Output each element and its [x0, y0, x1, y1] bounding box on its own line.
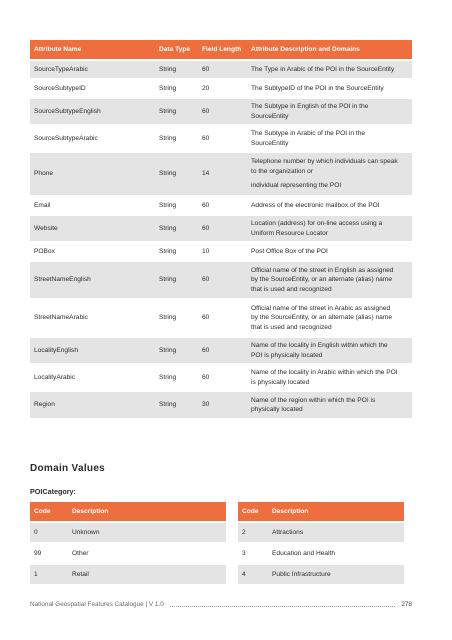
description-cell — [247, 215, 412, 242]
data-type-cell: String — [155, 98, 198, 125]
code-cell: 1 — [30, 564, 68, 584]
table-row — [30, 391, 412, 418]
header-attribute-name: Attribute Name — [30, 40, 155, 60]
description-line: by the SourceEntity, or an alternate (alias) name — [251, 314, 392, 322]
attribute-name-cell: POBox — [30, 242, 155, 261]
description-line: SourceEntity — [251, 112, 289, 120]
data-type-cell: String — [155, 261, 198, 299]
data-type-cell: String — [155, 364, 198, 391]
data-type-cell: String — [155, 125, 198, 152]
attributes-table-header — [30, 40, 412, 60]
attribute-name-cell: Region — [30, 391, 155, 418]
description-line: Official name of the street in Arabic as assigned — [251, 304, 391, 312]
description-cell — [247, 196, 412, 215]
table-row — [30, 98, 412, 125]
field-length-cell: 14 — [198, 152, 247, 196]
attribute-name-cell: StreetNameArabic — [30, 299, 155, 337]
attribute-name-cell: Email — [30, 196, 155, 215]
description-cell — [247, 299, 412, 337]
description-cell: Other — [68, 543, 226, 564]
field-length-cell: 60 — [198, 196, 247, 215]
field-length-cell: 60 — [198, 299, 247, 337]
description-line: Name of the region within which the POI is — [251, 396, 376, 404]
table-row — [30, 261, 412, 299]
table-row — [238, 564, 404, 584]
table-row — [30, 337, 412, 364]
field-length-cell: 60 — [198, 60, 247, 79]
description-line: The Subtype in Arabic of the POI in the — [251, 130, 365, 137]
table-row — [30, 60, 412, 79]
domain-table-right — [238, 502, 404, 584]
description-cell: Education and Health — [268, 543, 404, 564]
description-line: Name of the locality in English within which the — [251, 342, 388, 349]
description-cell — [247, 60, 412, 79]
description-cell — [247, 242, 412, 261]
data-type-cell: String — [155, 79, 198, 98]
description-cell — [247, 391, 412, 418]
code-cell: 2 — [238, 522, 268, 543]
attribute-name-cell: SourceSubtypeID — [30, 79, 155, 98]
description-line: Telephone number by which individuals can speak — [251, 158, 398, 166]
attribute-name-cell: StreetNameEnglish — [30, 261, 155, 299]
domain-table-left-body — [30, 522, 226, 584]
description-cell: Public Infrastructure — [268, 564, 404, 584]
field-length-cell: 60 — [198, 125, 247, 152]
description-cell — [247, 98, 412, 125]
description-line: by the SourceEntity, or an alternate (alias) name — [251, 276, 392, 284]
code-cell: 4 — [238, 564, 268, 584]
description-cell — [247, 125, 412, 152]
data-type-cell: String — [155, 242, 198, 261]
description-cell — [247, 364, 412, 391]
table-row — [30, 522, 226, 543]
header-field-length: Field Length — [198, 40, 247, 60]
table-row — [238, 522, 404, 543]
table-row — [30, 543, 226, 564]
field-length-cell: 60 — [198, 364, 247, 391]
header-data-type: Data Type — [155, 40, 198, 60]
data-type-cell: String — [155, 215, 198, 242]
domain-table-right-header — [238, 502, 404, 522]
description-line: Official name of the street in English as assigned — [251, 266, 394, 274]
attribute-name-cell: SourceTypeArabic — [30, 60, 155, 79]
attribute-name-cell: LocalityEnglish — [30, 337, 155, 364]
field-length-cell: 20 — [198, 79, 247, 98]
description-cell — [247, 152, 412, 196]
table-row — [30, 564, 226, 584]
domain-values-title: Domain Values — [30, 463, 106, 474]
table-row — [30, 125, 412, 152]
description-line: to the organization or — [251, 167, 313, 175]
description-cell: Unknown — [68, 522, 226, 543]
attribute-name-cell: LocalityArabic — [30, 364, 155, 391]
attributes-table-body — [30, 60, 412, 418]
code-cell: 99 — [30, 543, 68, 564]
domain-table-left-header — [30, 502, 226, 522]
field-length-cell: 60 — [198, 261, 247, 299]
attribute-name-cell: Website — [30, 215, 155, 242]
table-row — [238, 543, 404, 564]
field-length-cell: 30 — [198, 391, 247, 418]
description-line: SourceEntity — [251, 139, 289, 147]
table-row — [30, 152, 412, 196]
description-line: physically located — [251, 406, 303, 413]
page-number: 278 — [401, 600, 412, 608]
description-line: Name of the locality in Arabic within which the POI — [251, 369, 398, 376]
header-code: Code — [238, 502, 268, 522]
description-cell — [247, 337, 412, 364]
attribute-name-cell: SourceSubtypeEnglish — [30, 98, 155, 125]
table-row — [30, 242, 412, 261]
code-cell: 0 — [30, 522, 68, 543]
data-type-cell: String — [155, 337, 198, 364]
description-line: The Subtype in English of the POI in the — [251, 103, 369, 110]
description-line: that is used and recognized — [251, 323, 332, 331]
footer-leader-dots — [170, 602, 396, 607]
data-type-cell: String — [155, 196, 198, 215]
attributes-table — [30, 40, 412, 418]
domain-table-right-body — [238, 522, 404, 584]
description-cell — [247, 79, 412, 98]
description-line: individual representing the POI — [251, 182, 342, 190]
description-cell — [247, 261, 412, 299]
table-row — [30, 215, 412, 242]
field-length-cell: 10 — [198, 242, 247, 261]
data-type-cell: String — [155, 60, 198, 79]
description-cell: Retail — [68, 564, 226, 584]
header-description: Description — [68, 502, 226, 522]
description-line: is physically located — [251, 378, 310, 386]
poi-category-label: POICategory: — [30, 487, 76, 496]
footer-catalogue-title: National Geospatial Features Catalogue | V 1.0 — [30, 600, 164, 608]
description-line: that is used and recognized — [251, 285, 332, 293]
description-line: Post Office Box of the POI — [251, 247, 328, 255]
domain-table-left — [30, 502, 226, 584]
data-type-cell: String — [155, 391, 198, 418]
description-cell: Attractions — [268, 522, 404, 543]
header-description: Description — [268, 502, 404, 522]
table-row — [30, 299, 412, 337]
field-length-cell: 60 — [198, 215, 247, 242]
field-length-cell: 60 — [198, 98, 247, 125]
header-description: Attribute Description and Domains — [247, 40, 412, 60]
attribute-name-cell: SourceSubtypeArabic — [30, 125, 155, 152]
data-type-cell: String — [155, 299, 198, 337]
description-line: Location (address) for on-line access using a — [251, 220, 383, 227]
data-type-cell: String — [155, 152, 198, 196]
header-code: Code — [30, 502, 68, 522]
description-line: Uniform Resource Locator — [251, 229, 328, 237]
field-length-cell: 60 — [198, 337, 247, 364]
attribute-name-cell: Phone — [30, 152, 155, 196]
description-line: Address of the electronic mailbox of the POI — [251, 201, 380, 209]
code-cell: 3 — [238, 543, 268, 564]
description-line: POI is physically located — [251, 351, 323, 359]
table-row — [30, 196, 412, 215]
description-line: The Type in Arabic of the POI in the SourceEntity — [251, 65, 395, 73]
page-footer — [30, 599, 412, 609]
table-row — [30, 364, 412, 391]
table-row — [30, 79, 412, 98]
description-line: The SubtypeID of the POI in the SourceEntity — [251, 84, 384, 92]
